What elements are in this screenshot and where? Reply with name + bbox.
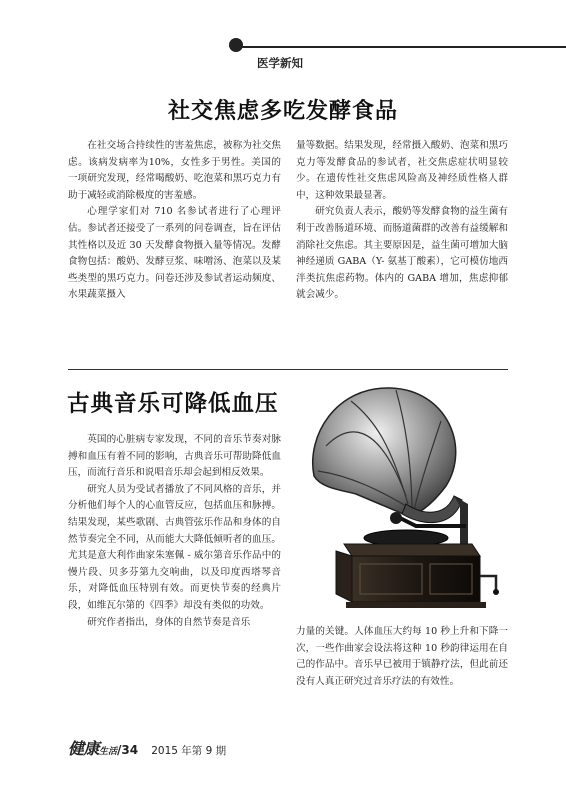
footer	[68, 736, 226, 759]
article1-right-column	[296, 138, 508, 304]
article2-paragraph: 英国的心脏病专家发现，不同的音乐节奏对脉搏和血压有着不同的影响，古典音乐可帮助降低血压，而流行音乐和说唱音乐却会起到相反效果。	[68, 434, 281, 479]
article2-left-column	[68, 432, 281, 631]
article1-paragraph: 心理学家们对 710 名参试者进行了心理评估。参试者还接受了一系列的问卷调查，旨在评估其性格以及近 30 天发酵食物摄入量等情况。发酵食物包括：酸奶、发酵豆浆、味噌汤、泡菜以及某些类型的黑巧克力。问卷还涉及参试者运动频度、水果蔬菜摄入	[68, 206, 281, 301]
page-number: /34	[117, 743, 139, 757]
magazine-logo: 健康	[68, 739, 100, 758]
header-rule	[236, 46, 566, 48]
gramophone-photo	[296, 376, 508, 612]
article2-right-column	[296, 624, 508, 690]
article1-paragraph: 在社交场合持续性的害羞焦虑，被称为社交焦虑。该病发病率为10%，女性多于男性。美国的一项研究发现，经常喝酸奶、吃泡菜和黑巧克力有助于减轻或消除极度的害羞感。	[68, 140, 281, 201]
article2-paragraph: 研究作者指出，身体的自然节奏是音乐	[87, 616, 251, 628]
header-bullet	[229, 38, 243, 52]
article2-paragraph: 力量的关键。人体血压大约每 10 秒上升和下降一次，一些作曲家会设法将这种 10 秒韵律运用在自己的作品中。音乐早已被用于镇静疗法，但此前还没有人真正研究过音乐疗法的有效性。	[296, 626, 508, 687]
article1-left-column	[68, 138, 281, 304]
section-divider	[68, 369, 508, 370]
section-label: 医学新知	[257, 56, 303, 70]
article1-paragraph: 量等数据。结果发现，经常摄入酸奶、泡菜和黑巧克力等发酵食品的参试者，社交焦虑症状明显较少。在遗传性社交焦虑风险高及神经质性格人群中，这种效果最显著。	[296, 140, 508, 201]
article1-title: 社交焦虑多吃发酵食品	[167, 99, 398, 124]
magazine-logo-small: 生活	[99, 747, 118, 757]
article2-title: 古典音乐可降低血压	[67, 391, 279, 417]
issue-info: 2015 年第 9 期	[151, 745, 227, 757]
article1-paragraph: 研究负责人表示，酸奶等发酵食物的益生菌有利于改善肠道环境、而肠道菌群的改善有益缓解和消除社交焦虑。其主要原因是，益生菌可增加大脑神经递质 GABA（Y- 氨基丁酸素），它可模仿地西泮类抗焦虑药物。体内的 GABA 增加，焦虑抑郁就会减少。	[296, 206, 508, 301]
article2-paragraph: 研究人员为受试者播放了不同风格的音乐，并分析他们每个人的心血管反应，包括血压和脉搏。结果发现，某些歌剧、古典管弦乐作品和身体的自然节奏完全不同，从而能大大降低倾听者的血压。尤其是意大利作曲家朱塞佩 - 威尔第音乐作品中的慢片段、贝多芬第九交响曲，以及印度西塔琴音乐，对降低血压特别有效。而更快节奏的经典片段，如维瓦尔第的《四季》却没有类似的功效。	[68, 483, 281, 611]
